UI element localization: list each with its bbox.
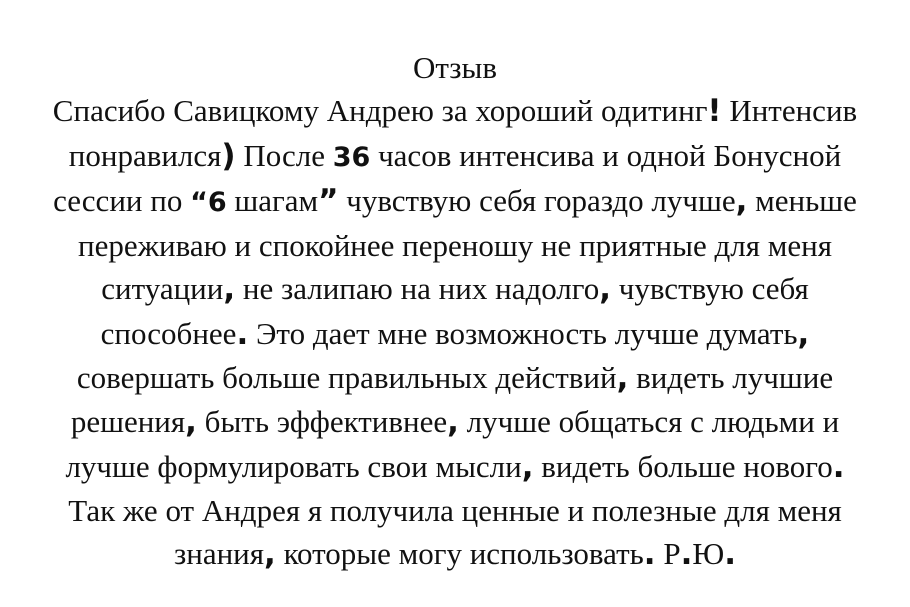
review-line (0, 134, 910, 179)
text-run: понравился (68, 137, 222, 173)
review-line (0, 224, 910, 267)
punctuation: . (724, 536, 736, 573)
text-run: способнее (100, 315, 237, 351)
text-run: часов интенсива и одной Бонусной (370, 137, 842, 173)
punctuation: , (616, 360, 629, 397)
review-line (0, 489, 910, 532)
punctuation: , (264, 536, 276, 573)
text-run: решения (70, 404, 186, 440)
review-line (0, 179, 910, 224)
text-run: переживаю и спокойнее переношу не приятные для меня (78, 228, 832, 264)
punctuation: , (185, 404, 197, 441)
review-title: Отзыв (412, 50, 498, 85)
text-run: После (235, 137, 333, 173)
punctuation: ” (318, 182, 339, 219)
punctuation: , (599, 271, 612, 308)
text-run: Так же от Андрея я получила ценные и полезные для меня (68, 492, 842, 528)
review-line (0, 356, 910, 400)
punctuation: , (797, 315, 810, 352)
number: “6 (190, 186, 227, 218)
text-run: меньше (747, 182, 857, 218)
text-run: которые могу использовать (275, 536, 644, 572)
review-line (0, 445, 910, 489)
text-run: знания (173, 536, 265, 572)
text-run: чувствую себя (611, 271, 809, 307)
text-run: чувствую себя гораздо лучше (338, 182, 736, 218)
text-run: Р (655, 536, 681, 572)
text-run: быть эффективнее (196, 404, 448, 440)
punctuation: ! (707, 93, 722, 130)
text-run: шагам (226, 182, 319, 218)
punctuation: , (223, 271, 236, 308)
punctuation: . (680, 536, 693, 573)
text-run: видеть лучшие (628, 360, 834, 396)
text-run: Интенсив (721, 93, 858, 129)
punctuation: . (643, 536, 656, 573)
text-run: лучше общаться с людьми и (458, 404, 840, 440)
punctuation: . (832, 448, 845, 485)
punctuation: , (447, 404, 459, 441)
punctuation: , (521, 448, 534, 485)
text-run: видеть больше нового (533, 448, 833, 484)
punctuation: ) (221, 137, 236, 174)
punctuation: . (236, 315, 249, 352)
review-line (0, 312, 910, 356)
text-run: Ю (692, 536, 725, 572)
text-run: совершать больше правильных действий (76, 360, 617, 396)
text-run: ситуации (101, 271, 224, 307)
text-run: Это дает мне возможность лучше думать (248, 315, 798, 351)
text-run: сессии по (53, 182, 191, 218)
review-line (0, 267, 910, 311)
punctuation: , (735, 182, 748, 219)
review-line (0, 400, 910, 444)
review-line (0, 89, 910, 133)
number: 36 (332, 141, 371, 173)
text-run: Спасибо Савицкому Андрею за хороший одитинг (52, 93, 708, 129)
review-text (0, 46, 910, 577)
review-line (0, 532, 910, 576)
text-run: не залипаю на них надолго (235, 271, 600, 307)
text-run: лучше формулировать свои мысли (65, 448, 522, 484)
